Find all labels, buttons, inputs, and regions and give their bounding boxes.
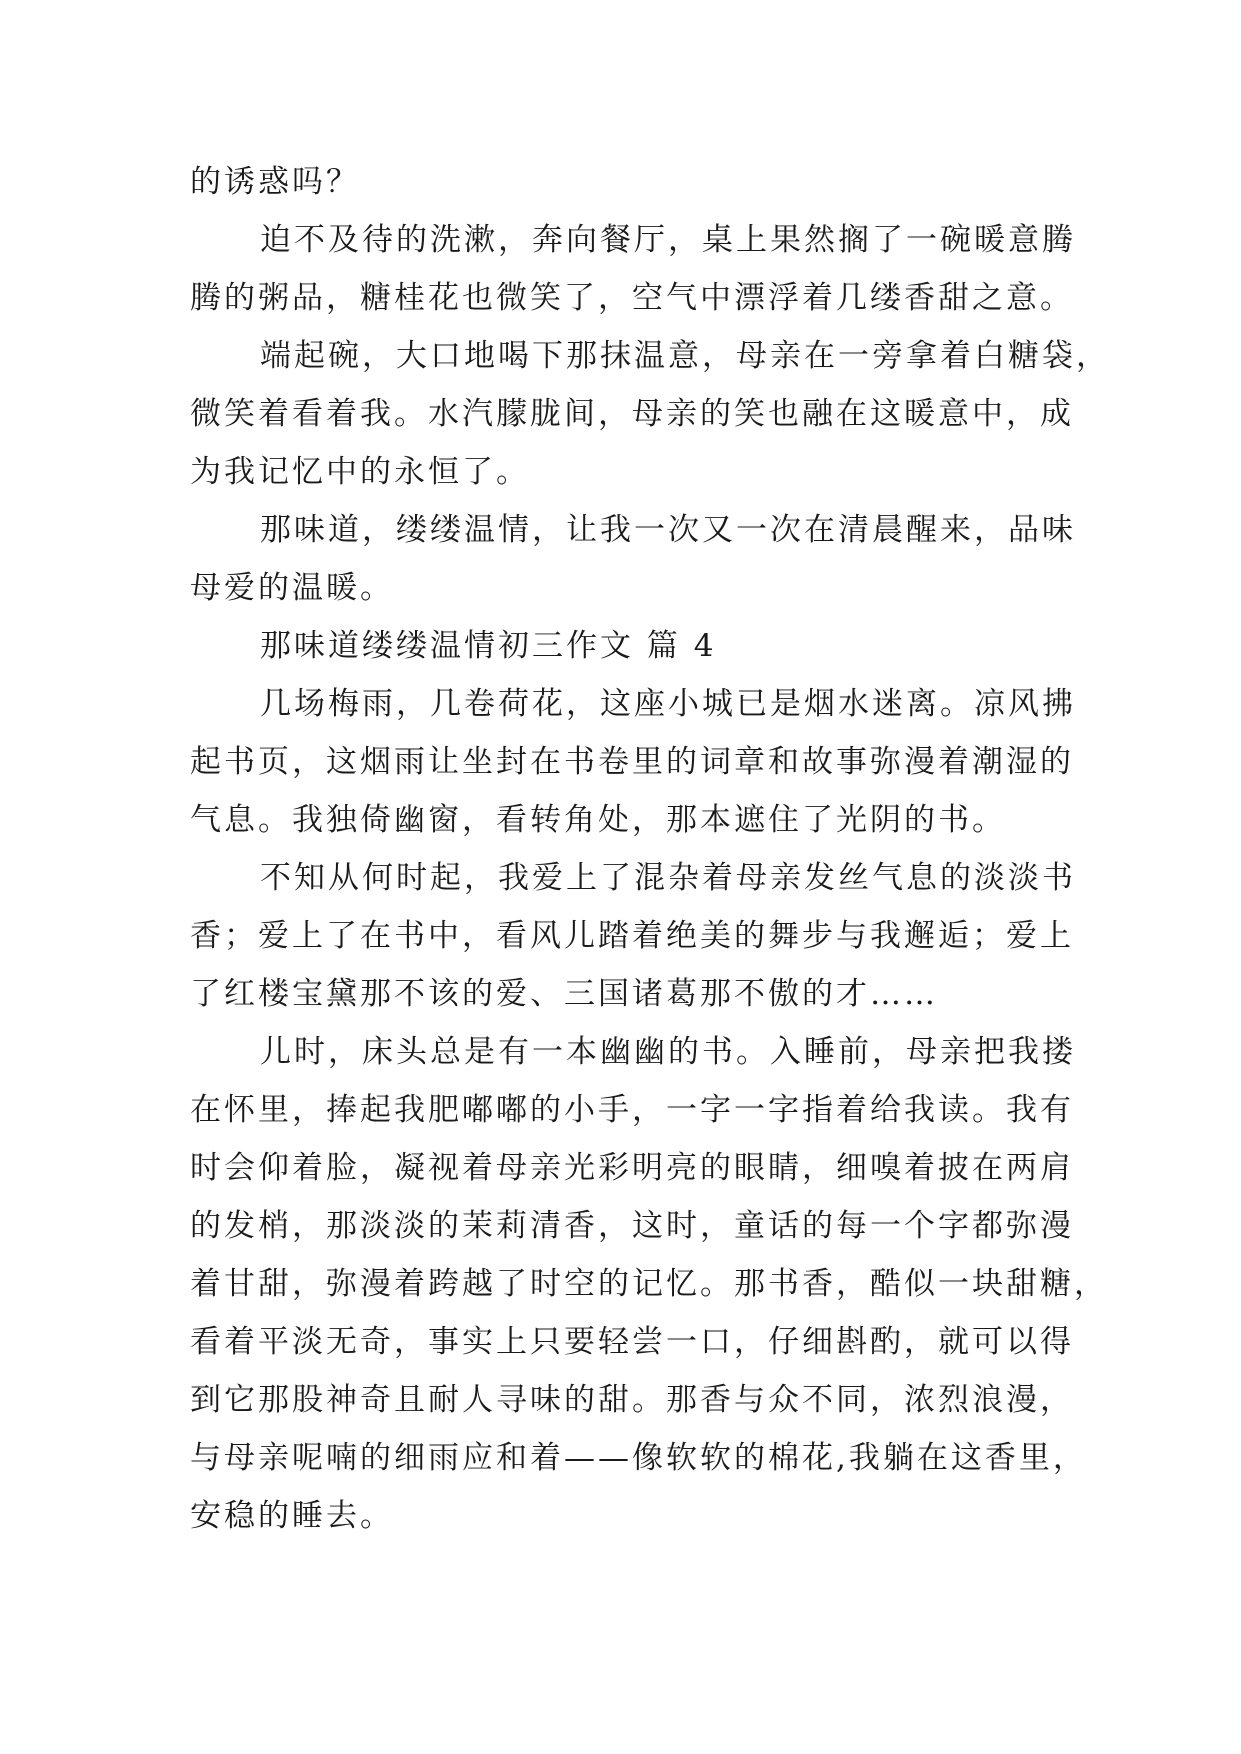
text-line-content: 几场梅雨，几卷荷花，这座小城已是烟水迷离。凉风拂 — [260, 686, 1076, 722]
text-line-content: 不知从何时起，我爱上了混杂着母亲发丝气息的淡淡书 — [260, 860, 1076, 896]
text-line — [0, 1201, 1241, 1251]
text-line — [0, 1143, 1241, 1193]
text-line — [0, 1027, 1241, 1077]
text-line-content: 了红楼宝黛那不该的爱、三国诸葛那不傲的才…… — [190, 976, 938, 1012]
text-line — [0, 447, 1241, 497]
text-line — [0, 157, 1241, 207]
section-heading-text: 那味道缕缕温情初三作文 篇 4 — [260, 628, 717, 664]
text-line — [0, 331, 1241, 381]
text-line — [0, 1317, 1241, 1367]
section-heading — [0, 621, 1241, 671]
text-line — [0, 1375, 1241, 1425]
text-line — [0, 969, 1241, 1019]
text-line-content: 腾的粥品，糖桂花也微笑了，空气中漂浮着几缕香甜之意。 — [190, 280, 1074, 316]
text-line — [0, 273, 1241, 323]
text-line — [0, 1491, 1241, 1541]
text-line-content: 香；爱上了在书中，看风儿踏着绝美的舞步与我邂逅；爱上 — [190, 918, 1074, 954]
text-line-content: 端起碗，大口地喝下那抹温意，母亲在一旁拿着白糖袋， — [260, 338, 1110, 374]
text-line — [0, 505, 1241, 555]
text-line — [0, 679, 1241, 729]
text-line — [0, 215, 1241, 265]
text-line — [0, 853, 1241, 903]
text-line-content: 着甘甜，弥漫着跨越了时空的记忆。那书香，酷似一块甜糖， — [190, 1266, 1108, 1302]
text-line-content: 那味道，缕缕温情，让我一次又一次在清晨醒来，品味 — [260, 512, 1076, 548]
text-line — [0, 911, 1241, 961]
text-line-content: 起书页，这烟雨让坐封在书卷里的词章和故事弥漫着潮湿的 — [190, 744, 1074, 780]
text-line-content: 到它那股神奇且耐人寻味的甜。那香与众不同，浓烈浪漫， — [190, 1382, 1074, 1418]
text-line-content: 迫不及待的洗漱，奔向餐厅，桌上果然搁了一碗暖意腾 — [260, 222, 1076, 258]
text-line — [0, 1085, 1241, 1135]
text-line-content: 时会仰着脸，凝视着母亲光彩明亮的眼睛，细嗅着披在两肩 — [190, 1150, 1074, 1186]
text-line-content: 母爱的温暖。 — [190, 570, 394, 606]
text-line-content: 在怀里，捧起我肥嘟嘟的小手，一字一字指着给我读。我有 — [190, 1092, 1074, 1128]
text-line-content: 的发梢，那淡淡的茉莉清香，这时，童话的每一个字都弥漫 — [190, 1208, 1074, 1244]
text-line — [0, 795, 1241, 845]
text-line-content: 安稳的睡去。 — [190, 1498, 394, 1534]
text-line — [0, 737, 1241, 787]
text-line-content: 儿时，床头总是有一本幽幽的书。入睡前，母亲把我搂 — [260, 1034, 1076, 1070]
text-line-content: 为我记忆中的永恒了。 — [190, 454, 530, 490]
text-line-content: 微笑着看着我。水汽朦胧间，母亲的笑也融在这暖意中，成 — [190, 396, 1074, 432]
text-line-content: 与母亲呢喃的细雨应和着——像软软的棉花,我躺在这香里， — [190, 1440, 1087, 1476]
text-line-content: 看着平淡无奇，事实上只要轻尝一口，仔细斟酌，就可以得 — [190, 1324, 1074, 1360]
text-line-content: 的诱惑吗？ — [190, 164, 360, 200]
text-line — [0, 1433, 1241, 1483]
text-line — [0, 389, 1241, 439]
text-line — [0, 563, 1241, 613]
text-line — [0, 1259, 1241, 1309]
text-line-content: 气息。我独倚幽窗，看转角处，那本遮住了光阴的书。 — [190, 802, 1006, 838]
